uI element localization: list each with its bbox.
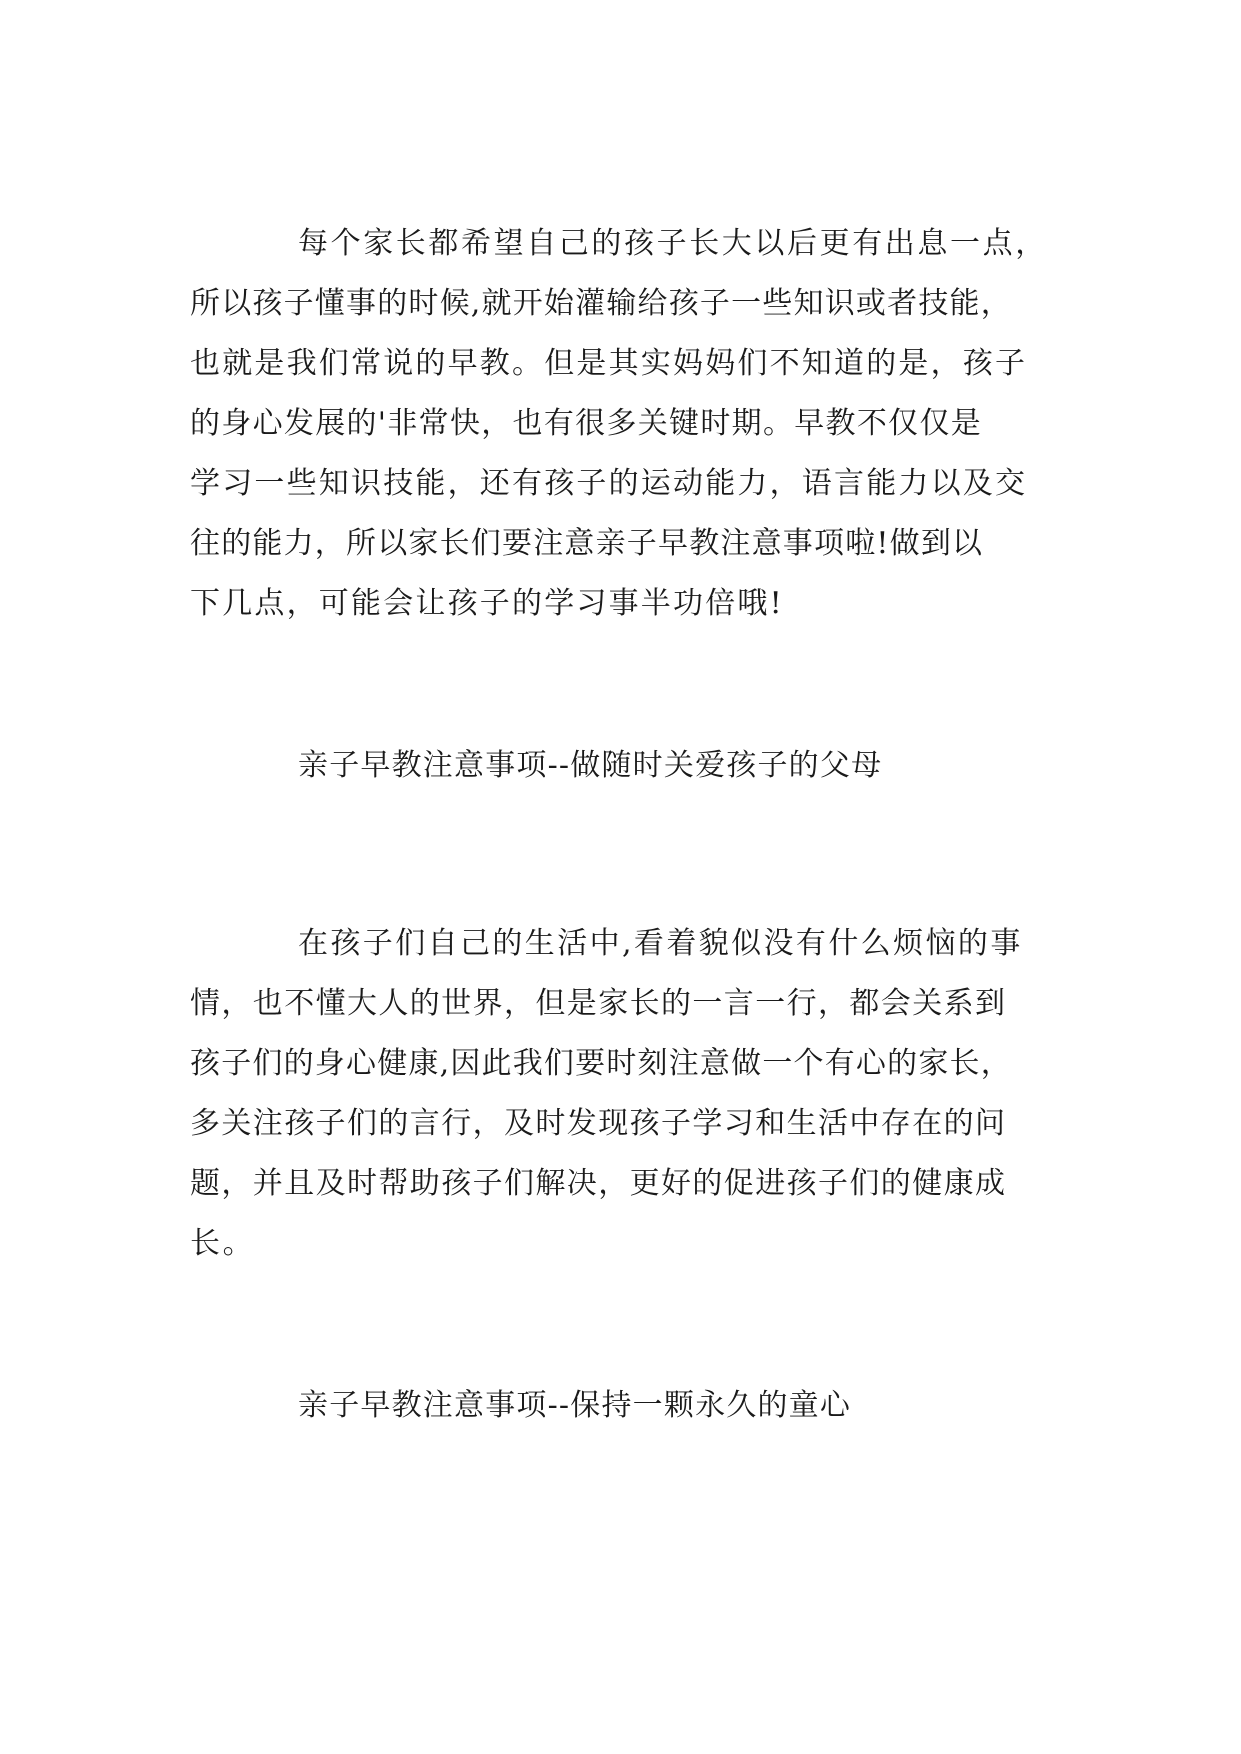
paragraph-1-line-5: 学习一些知识技能，还有孩子的运动能力，语言能力以及交 [190, 466, 1028, 501]
paragraph-1-line-7: 下几点，可能会让孩子的学习事半功倍哦! [190, 586, 784, 621]
section-heading-1: 亲子早教注意事项--做随时关爱孩子的父母 [298, 748, 883, 783]
paragraph-2-line-3: 孩子们的身心健康,因此我们要时刻注意做一个有心的家长， [190, 1046, 1012, 1081]
paragraph-1-line-4: 的身心发展的'非常快，也有很多关键时期。早教不仅仅是 [190, 406, 983, 441]
paragraph-1-line-3: 也就是我们常说的早教。但是其实妈妈们不知道的是，孩子 [190, 346, 1028, 381]
paragraph-2-line-2: 情，也不懂大人的世界，但是家长的一言一行，都会关系到 [190, 986, 1007, 1021]
paragraph-1-line-6: 往的能力，所以家长们要注意亲子早教注意事项啦!做到以 [190, 526, 984, 561]
paragraph-1-line-1: 每个家长都希望自己的孩子长大以后更有出息一点， [298, 226, 1048, 261]
paragraph-2-line-6: 长。 [190, 1226, 256, 1261]
paragraph-2-line-5: 题，并且及时帮助孩子们解决，更好的促进孩子们的健康成 [190, 1166, 1007, 1201]
paragraph-2-line-4: 多关注孩子们的言行，及时发现孩子学习和生活中存在的问 [190, 1106, 1007, 1141]
section-heading-2: 亲子早教注意事项--保持一颗永久的童心 [298, 1388, 852, 1423]
paragraph-2-line-1: 在孩子们自己的生活中,看着貌似没有什么烦恼的事 [298, 926, 1023, 961]
paragraph-1-line-2: 所以孩子懂事的时候,就开始灌输给孩子一些知识或者技能， [190, 286, 1012, 321]
